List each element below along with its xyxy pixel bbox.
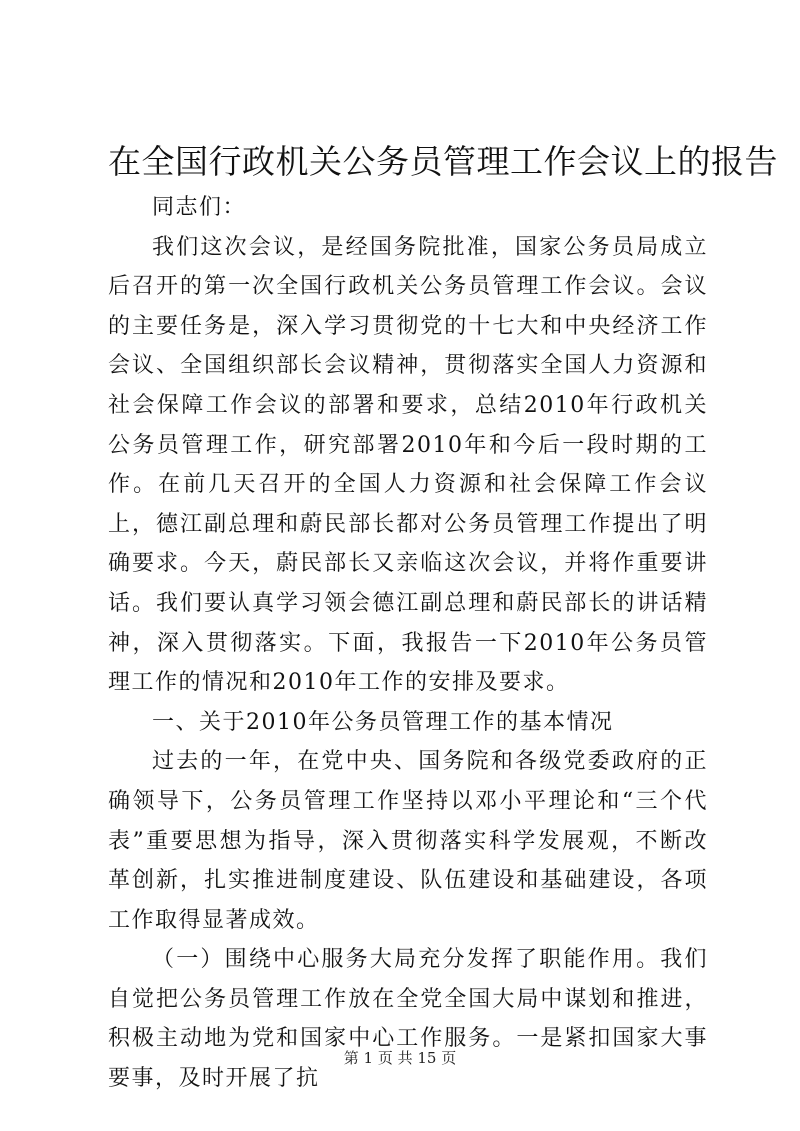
section-heading: 一、关于2010年公务员管理工作的基本情况 xyxy=(152,709,614,735)
overview-paragraph: 过去的一年，在党中央、国务院和各级党委政府的正确领导下，公务员管理工作坚持以邓小平理论和“三个代表”重要思想为指导，深入贯彻落实科学发展观，不断改革创新，扎实推进制度建设、队伍建设和基础建设，各项工作取得显著成效。 xyxy=(108,749,708,933)
page-number-footer: 第 1 页 共 15 页 xyxy=(343,1049,457,1067)
document-body xyxy=(108,188,708,1099)
salutation-paragraph: 同志们： xyxy=(152,195,247,220)
subsection-paragraph: （一）围绕中心服务大局充分发挥了职能作用。我们自觉把公务员管理工作放在全党全国大局中谋划和推进，积极主动地为党和国家中心工作服务。一是紧扣国家大事要事，及时开展了抗 xyxy=(108,947,708,1092)
intro-paragraph: 我们这次会议，是经国务院批准，国家公务员局成立后召开的第一次全国行政机关公务员管理工作会议。会议的主要任务是，深入学习贯彻党的十七大和中央经济工作会议、全国组织部长会议精神，贯彻落实全国人力资源和社会保障工作会议的部署和要求，总结2010年行政机关公务员管理工作，研究部署2010年和今后一段时期的工作。在前几天召开的全国人力资源和社会保障工作会议上，德江副总理和蔚民部长都对公务员管理工作提出了明确要求。今天，蔚民部长又亲临这次会议，并将作重要讲话。我们要认真学习领会德江副总理和蔚民部长的讲话精神，深入贯彻落实。下面，我报告一下2010年公务员管理工作的情况和2010年工作的安排及要求。 xyxy=(108,234,708,696)
document-title: 在全国行政机关公务员管理工作会议上的报告 xyxy=(108,142,778,181)
